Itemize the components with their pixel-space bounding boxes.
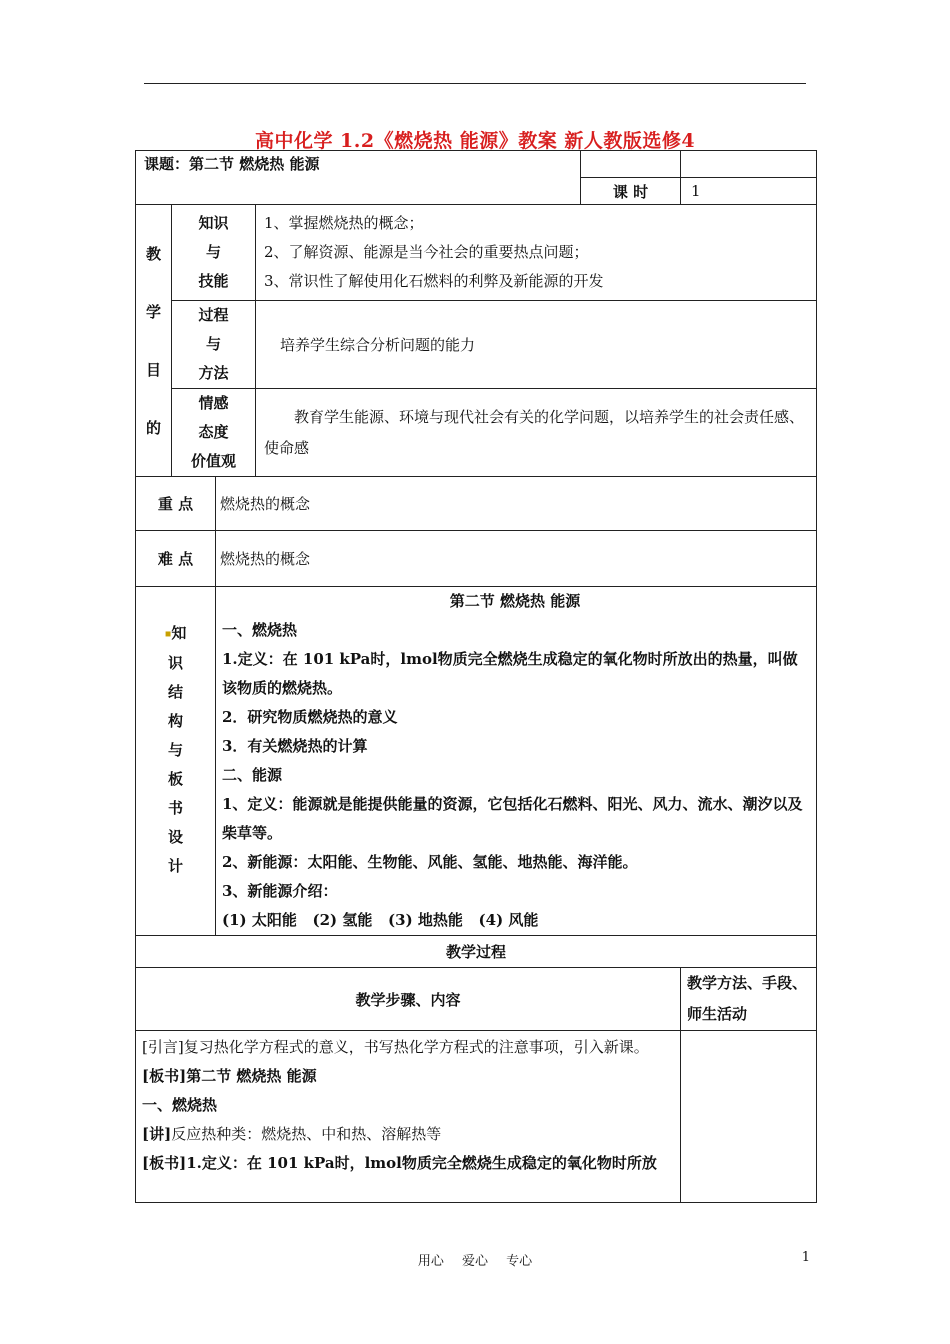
process-line: [引言]复习热化学方程式的意义，书写热化学方程式的注意事项，引入新课。 bbox=[142, 1038, 649, 1056]
goal-line: 3、常识性了解使用化石燃料的利弊及新能源的开发 bbox=[264, 272, 604, 290]
methods-content bbox=[681, 1031, 817, 1203]
board-line: 1、定义：能源就是能提供能量的资源，它包括化石燃料、阳光、风力、流水、潮汐以及柴草等。 bbox=[222, 795, 803, 842]
goal-label-attitude: 情感 态度 价值观 bbox=[172, 389, 256, 477]
document-title: 高中化学 1.2《燃烧热 能源》教案 新人教版选修4 bbox=[254, 130, 696, 152]
board-line: (1) 太阳能 (2) 氢能 (3) 地热能 (4) 风能 bbox=[222, 911, 539, 929]
process-line: [板书]第二节 燃烧热 能源 bbox=[142, 1067, 317, 1085]
board-line: 1.定义：在 101 kPa时，lmol物质完全燃烧生成稳定的氧化物时所放出的热量，叫做该物质的燃烧热。 bbox=[222, 650, 798, 697]
goal-label-knowledge: 知识 与 技能 bbox=[172, 205, 256, 301]
period-label: 课 时 bbox=[581, 178, 681, 205]
goal-knowledge-content bbox=[256, 205, 817, 301]
board-line: 2．研究物质燃烧热的意义 bbox=[222, 708, 398, 726]
process-line: [讲]反应热种类：燃烧热、中和热、溶解热等 bbox=[142, 1125, 442, 1143]
goals-label: 教 学 目 的 bbox=[136, 205, 172, 477]
board-content bbox=[216, 587, 817, 936]
methods-label: 教学方法、手段、师生活动 bbox=[681, 968, 817, 1031]
process-line: [板书]1.定义：在 101 kPa时，lmol物质完全燃烧生成稳定的氧化物时所放 bbox=[142, 1154, 657, 1172]
goal-line: 2、了解资源、能源是当今社会的重要热点问题； bbox=[264, 243, 589, 261]
board-line: 一、燃烧热 bbox=[222, 621, 298, 639]
board-line: 3．有关燃烧热的计算 bbox=[222, 737, 368, 755]
goal-attitude-content: 教育学生能源、环境与现代社会有关的化学问题，以培养学生的社会责任感、使命感 bbox=[256, 389, 817, 477]
process-content bbox=[136, 1031, 681, 1203]
goal-process-content: 培养学生综合分析问题的能力 bbox=[256, 301, 817, 389]
footer-motto: 用心 爱心 专心 bbox=[417, 1254, 533, 1269]
board-line: 3、新能源介绍： bbox=[222, 882, 338, 900]
process-line: 一、燃烧热 bbox=[142, 1096, 218, 1114]
empty-cell bbox=[681, 151, 817, 178]
board-line: 2、新能源：太阳能、生物能、风能、氢能、地热能、海洋能。 bbox=[222, 853, 638, 871]
process-heading: 教学过程 bbox=[136, 936, 817, 968]
period-value: 1 bbox=[681, 178, 817, 205]
page-number: 1 bbox=[801, 1250, 810, 1265]
board-line: 二、能源 bbox=[222, 766, 283, 784]
bullet-mark: ▪ bbox=[164, 628, 172, 640]
goal-line: 1、掌握燃烧热的概念； bbox=[264, 214, 424, 232]
empty-cell bbox=[581, 151, 681, 178]
header-rule bbox=[144, 83, 806, 84]
difficulty-label: 难 点 bbox=[136, 531, 216, 587]
lesson-topic: 课题：第二节 燃烧热 能源 bbox=[136, 151, 581, 205]
difficulty-content: 燃烧热的概念 bbox=[216, 531, 817, 587]
lesson-plan-table bbox=[135, 150, 817, 1203]
board-heading: 第二节 燃烧热 能源 bbox=[449, 592, 581, 610]
key-point-label: 重 点 bbox=[136, 477, 216, 531]
goal-label-process: 过程 与 方法 bbox=[172, 301, 256, 389]
key-point-content: 燃烧热的概念 bbox=[216, 477, 817, 531]
board-label: ▪知 识 结 构 与 板 书 设 计 bbox=[136, 587, 216, 936]
steps-label: 教学步骤、内容 bbox=[136, 968, 681, 1031]
